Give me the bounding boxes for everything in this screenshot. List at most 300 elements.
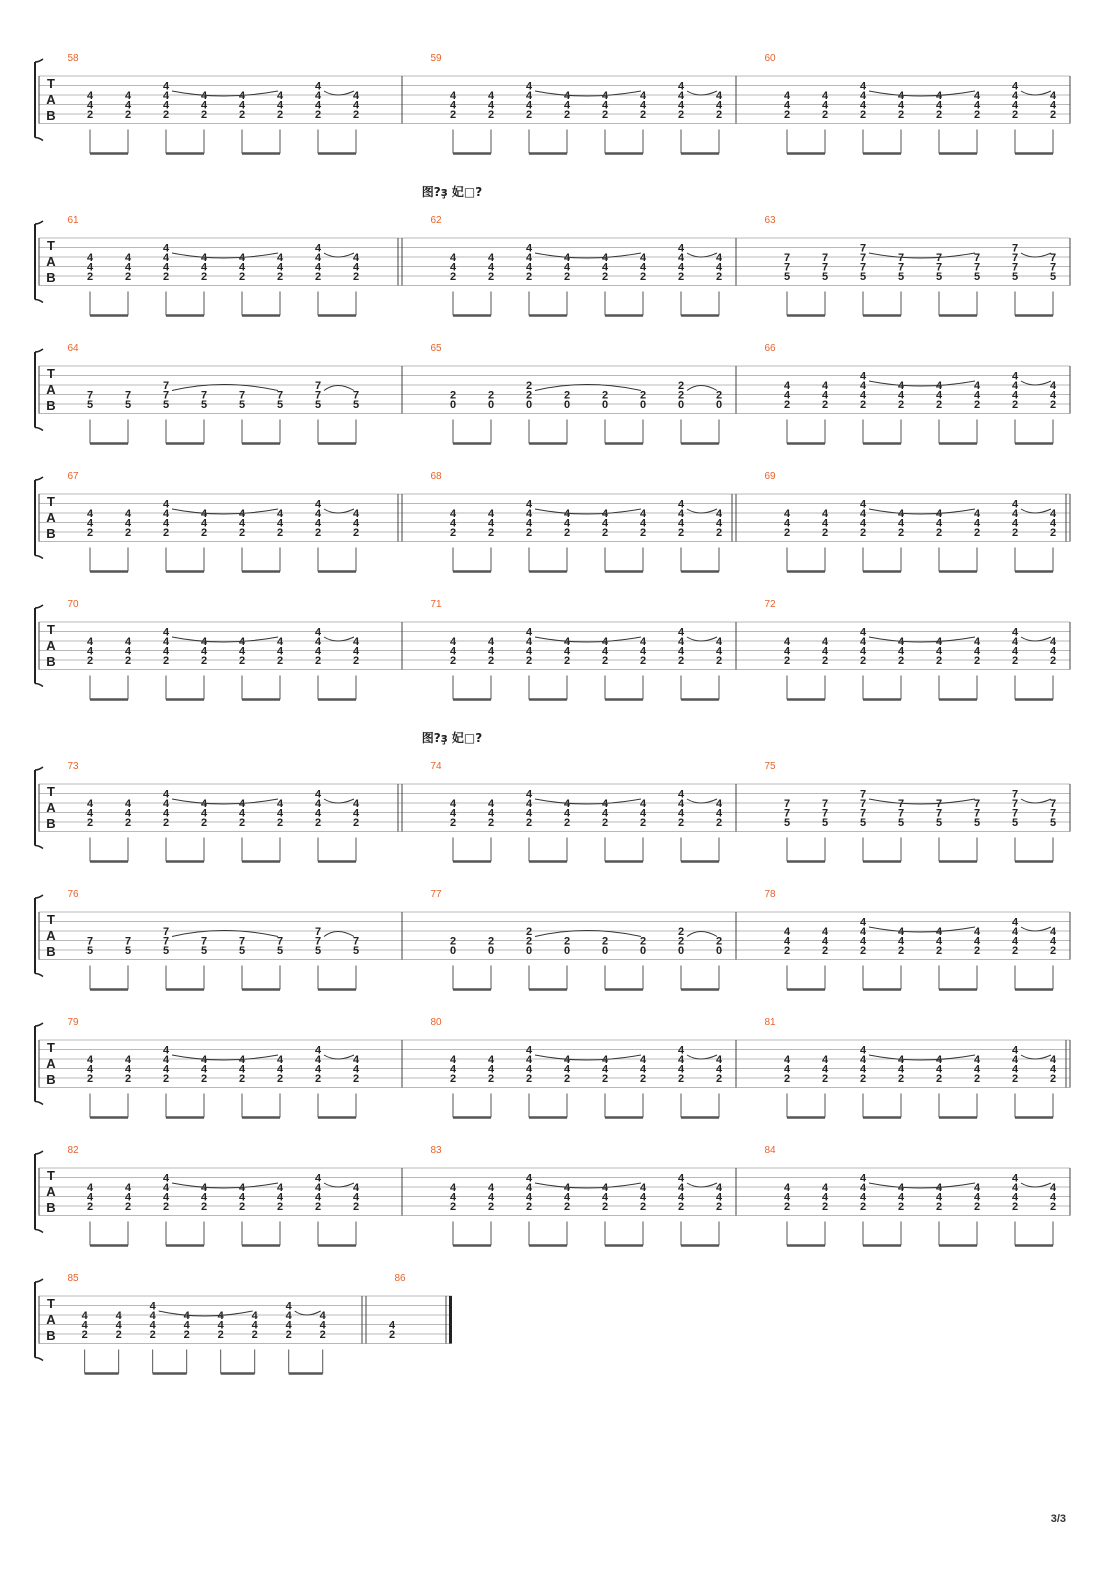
fret-number: 4 — [897, 389, 905, 402]
final-barline-thick — [449, 1296, 452, 1344]
fret-number: 7 — [973, 798, 981, 810]
fret-number: 4 — [859, 498, 867, 511]
tie-arc — [687, 637, 717, 641]
fret-number: 7 — [1011, 242, 1019, 255]
fret-number: 4 — [601, 261, 609, 274]
fret-number: 4 — [86, 90, 94, 102]
fret-number: 4 — [238, 798, 246, 810]
fret-number: 4 — [973, 1063, 981, 1076]
fret-number: 4 — [1049, 508, 1057, 520]
fret-number: 4 — [352, 807, 360, 820]
tab-clef-a: A — [46, 1056, 56, 1071]
fret-number: 2 — [162, 817, 170, 829]
fret-number: 0 — [677, 945, 685, 957]
fret-number: 0 — [639, 399, 647, 411]
measure-number: 79 — [67, 1017, 79, 1028]
fret-number: 2 — [200, 109, 208, 121]
tie-arc — [324, 637, 354, 641]
fret-number: 4 — [1011, 508, 1019, 520]
fret-number: 2 — [821, 945, 829, 957]
fret-number: 4 — [897, 90, 905, 102]
fret-number: 7 — [859, 242, 867, 255]
fret-number: 4 — [859, 1063, 867, 1076]
fret-number: 4 — [525, 1172, 533, 1185]
fret-number: 4 — [285, 1310, 292, 1322]
tab-clef-t: T — [47, 622, 55, 637]
fret-number: 4 — [897, 380, 905, 392]
fret-number: 4 — [487, 90, 495, 102]
fret-number: 2 — [124, 1201, 132, 1213]
fret-number: 5 — [276, 945, 284, 957]
tab-clef-t: T — [47, 238, 55, 253]
fret-number: 2 — [525, 1201, 533, 1213]
fret-number: 0 — [715, 945, 723, 957]
tab-clef-t: T — [47, 912, 55, 927]
fret-number: 4 — [162, 99, 170, 112]
fret-number: 2 — [821, 109, 829, 121]
fret-number: 2 — [601, 527, 609, 539]
tie-arc — [1021, 253, 1051, 257]
fret-number: 4 — [639, 645, 647, 658]
fret-number: 4 — [935, 1063, 943, 1076]
fret-number: 4 — [601, 645, 609, 658]
fret-number: 2 — [1049, 109, 1057, 121]
fret-number: 2 — [859, 527, 867, 539]
fret-number: 5 — [162, 399, 170, 411]
fret-number: 4 — [821, 935, 829, 948]
fret-number: 2 — [1011, 1201, 1019, 1213]
fret-number: 2 — [124, 271, 132, 283]
fret-number: 4 — [314, 252, 322, 264]
fret-number: 2 — [449, 527, 457, 539]
fret-number: 4 — [200, 1054, 208, 1066]
fret-number: 4 — [601, 1182, 609, 1194]
fret-number: 2 — [677, 271, 685, 283]
fret-number: 4 — [677, 252, 685, 264]
fret-number: 2 — [124, 655, 132, 667]
fret-number: 4 — [821, 389, 829, 402]
tie-arc — [1021, 381, 1051, 385]
fret-number: 4 — [1011, 645, 1019, 658]
fret-number: 4 — [449, 1182, 457, 1194]
tie-arc — [324, 509, 354, 513]
fret-number: 7 — [276, 389, 284, 402]
fret-number: 4 — [86, 636, 94, 648]
fret-number: 4 — [314, 508, 322, 520]
bracket-bottom-hook — [35, 974, 43, 977]
tab-clef-a: A — [46, 254, 56, 269]
fret-number: 4 — [677, 80, 685, 93]
bracket-top-hook — [35, 895, 43, 898]
measure-number: 64 — [67, 343, 79, 354]
fret-number: 4 — [276, 798, 284, 810]
fret-number: 4 — [783, 389, 791, 402]
fret-number: 4 — [115, 1319, 122, 1332]
fret-number: 4 — [86, 798, 94, 810]
fret-number: 4 — [821, 636, 829, 648]
fret-number: 2 — [935, 399, 943, 411]
fret-number: 2 — [149, 1329, 156, 1341]
fret-number: 7 — [973, 807, 981, 820]
fret-number: 4 — [314, 80, 322, 93]
fret-number: 4 — [449, 807, 457, 820]
fret-number: 4 — [715, 99, 723, 112]
fret-number: 4 — [314, 261, 322, 274]
tab-clef-b: B — [46, 1200, 56, 1215]
fret-number: 7 — [124, 935, 132, 948]
fret-number: 2 — [821, 1201, 829, 1213]
fret-number: 4 — [251, 1310, 258, 1322]
fret-number: 5 — [783, 271, 791, 283]
fret-number: 2 — [449, 935, 457, 948]
fret-number: 7 — [897, 798, 905, 810]
bracket-top-hook — [35, 767, 43, 770]
fret-number: 2 — [86, 271, 94, 283]
fret-number: 4 — [81, 1310, 88, 1322]
fret-number: 4 — [162, 517, 170, 530]
fret-number: 7 — [1049, 261, 1057, 274]
tab-clef-t: T — [47, 76, 55, 91]
tab-clef-t: T — [47, 784, 55, 799]
fret-number: 4 — [276, 261, 284, 274]
fret-number: 4 — [162, 636, 170, 648]
fret-number: 2 — [677, 655, 685, 667]
staff-system — [35, 1273, 452, 1374]
fret-number: 4 — [859, 80, 867, 93]
fret-number: 4 — [238, 1063, 246, 1076]
fret-number: 4 — [639, 517, 647, 530]
fret-number: 4 — [200, 1063, 208, 1076]
fret-number: 2 — [1049, 1073, 1057, 1085]
fret-number: 4 — [162, 1054, 170, 1066]
bracket-top-hook — [35, 349, 43, 352]
tie-arc — [687, 932, 717, 937]
fret-number: 0 — [677, 399, 685, 411]
fret-number: 2 — [86, 817, 94, 829]
fret-number: 2 — [86, 1073, 94, 1085]
fret-number: 2 — [487, 935, 495, 948]
fret-number: 2 — [897, 1201, 905, 1213]
fret-number: 4 — [639, 508, 647, 520]
fret-number: 4 — [677, 261, 685, 274]
fret-number: 7 — [238, 935, 246, 948]
fret-number: 4 — [783, 380, 791, 392]
fret-number: 7 — [162, 380, 170, 392]
fret-number: 2 — [677, 935, 685, 948]
systems-layer — [35, 53, 1070, 1374]
fret-number: 7 — [1011, 252, 1019, 264]
fret-number: 4 — [276, 1054, 284, 1066]
fret-number: 4 — [783, 1063, 791, 1076]
fret-number: 4 — [639, 252, 647, 264]
fret-number: 4 — [973, 1182, 981, 1194]
tie-arc — [1021, 927, 1051, 931]
fret-number: 4 — [715, 798, 723, 810]
measure-number: 69 — [764, 471, 776, 482]
fret-number: 4 — [1011, 636, 1019, 648]
tie-arc — [687, 1183, 717, 1187]
fret-number: 4 — [314, 798, 322, 810]
fret-number: 4 — [238, 508, 246, 520]
fret-number: 4 — [162, 645, 170, 658]
fret-number: 2 — [935, 945, 943, 957]
fret-number: 4 — [276, 1063, 284, 1076]
fret-number: 4 — [1049, 389, 1057, 402]
fret-number: 4 — [149, 1310, 156, 1322]
fret-number: 4 — [449, 1191, 457, 1204]
fret-number: 2 — [449, 1073, 457, 1085]
fret-number: 4 — [935, 90, 943, 102]
fret-number: 4 — [238, 517, 246, 530]
fret-number: 5 — [162, 945, 170, 957]
fret-number: 4 — [601, 1054, 609, 1066]
fret-number: 7 — [859, 252, 867, 264]
fret-number: 7 — [897, 807, 905, 820]
fret-number: 0 — [563, 399, 571, 411]
fret-number: 4 — [1049, 1182, 1057, 1194]
fret-number: 4 — [352, 645, 360, 658]
fret-number: 2 — [525, 527, 533, 539]
fret-number: 2 — [715, 527, 723, 539]
fret-number: 4 — [352, 1182, 360, 1194]
fret-number: 4 — [639, 798, 647, 810]
fret-number: 4 — [563, 1182, 571, 1194]
fret-number: 4 — [352, 261, 360, 274]
fret-number: 4 — [935, 1191, 943, 1204]
fret-number: 2 — [639, 655, 647, 667]
fret-number: 2 — [352, 1073, 360, 1085]
tab-clef-a: A — [46, 1312, 56, 1327]
fret-number: 2 — [973, 1201, 981, 1213]
fret-number: 2 — [639, 1201, 647, 1213]
page-number: 3/3 — [1050, 1513, 1066, 1525]
fret-number: 2 — [525, 926, 533, 938]
tie-arc — [1021, 91, 1051, 95]
section-label: 图?ҙ 妃□? — [421, 185, 483, 199]
fret-number: 5 — [238, 399, 246, 411]
fret-number: 2 — [238, 817, 246, 829]
measure-number: 65 — [430, 343, 442, 354]
fret-number: 5 — [935, 271, 943, 283]
fret-number: 2 — [715, 1073, 723, 1085]
measure-number: 85 — [67, 1273, 79, 1284]
fret-number: 7 — [86, 935, 94, 948]
fret-number: 4 — [859, 636, 867, 648]
fret-number: 7 — [859, 788, 867, 801]
fret-number: 2 — [677, 926, 685, 938]
tie-arc — [1021, 509, 1051, 513]
fret-number: 4 — [525, 90, 533, 102]
fret-number: 0 — [639, 945, 647, 957]
fret-number: 4 — [601, 636, 609, 648]
fret-number: 4 — [859, 1172, 867, 1185]
fret-number: 4 — [352, 636, 360, 648]
fret-number: 4 — [715, 1182, 723, 1194]
fret-number: 4 — [238, 1054, 246, 1066]
bracket-top-hook — [35, 477, 43, 480]
fret-number: 4 — [783, 636, 791, 648]
fret-number: 2 — [639, 389, 647, 402]
fret-number: 4 — [251, 1319, 258, 1332]
fret-number: 4 — [217, 1310, 224, 1322]
fret-number: 7 — [821, 261, 829, 274]
fret-number: 4 — [639, 261, 647, 274]
fret-number: 4 — [935, 99, 943, 112]
bracket-top-hook — [35, 1151, 43, 1154]
fret-number: 2 — [859, 109, 867, 121]
measure-number: 71 — [430, 599, 442, 610]
fret-number: 4 — [715, 1063, 723, 1076]
fret-number: 4 — [276, 636, 284, 648]
fret-number: 4 — [217, 1319, 224, 1332]
fret-number: 2 — [487, 389, 495, 402]
fret-number: 7 — [124, 389, 132, 402]
fret-number: 4 — [1011, 80, 1019, 93]
fret-number: 4 — [563, 99, 571, 112]
fret-number: 5 — [314, 945, 322, 957]
fret-number: 4 — [897, 1054, 905, 1066]
fret-number: 4 — [162, 1063, 170, 1076]
measure-number: 61 — [67, 215, 79, 226]
fret-number: 4 — [973, 517, 981, 530]
fret-number: 7 — [314, 380, 322, 392]
fret-number: 4 — [897, 926, 905, 938]
measure-number: 81 — [764, 1017, 776, 1028]
fret-number: 2 — [352, 1201, 360, 1213]
bracket-bottom-hook — [35, 684, 43, 687]
tab-clef-b: B — [46, 654, 56, 669]
fret-number: 4 — [86, 1182, 94, 1194]
fret-number: 4 — [285, 1300, 292, 1313]
measure-number: 76 — [67, 889, 79, 900]
fret-number: 4 — [1011, 370, 1019, 383]
fret-number: 2 — [124, 109, 132, 121]
fret-number: 2 — [525, 271, 533, 283]
fret-number: 4 — [1049, 1054, 1057, 1066]
fret-number: 4 — [276, 90, 284, 102]
fret-number: 4 — [897, 99, 905, 112]
fret-number: 4 — [124, 645, 132, 658]
fret-number: 4 — [639, 1182, 647, 1194]
fret-number: 5 — [821, 817, 829, 829]
fret-number: 2 — [973, 399, 981, 411]
fret-number: 4 — [677, 645, 685, 658]
fret-number: 2 — [1049, 399, 1057, 411]
section-label: 图?ҙ 妃□? — [421, 731, 483, 745]
fret-number: 4 — [1011, 1054, 1019, 1066]
fret-number: 4 — [677, 1172, 685, 1185]
fret-number: 4 — [859, 626, 867, 639]
fret-number: 7 — [935, 252, 943, 264]
staff-system — [35, 343, 1070, 444]
fret-number: 4 — [821, 1182, 829, 1194]
fret-number: 2 — [601, 271, 609, 283]
fret-number: 4 — [935, 636, 943, 648]
tab-clef-a: A — [46, 1184, 56, 1199]
fret-number: 2 — [563, 655, 571, 667]
fret-number: 2 — [86, 109, 94, 121]
fret-number: 4 — [639, 1054, 647, 1066]
fret-number: 2 — [677, 1201, 685, 1213]
fret-number: 7 — [821, 252, 829, 264]
fret-number: 4 — [821, 517, 829, 530]
fret-number: 4 — [200, 807, 208, 820]
fret-number: 4 — [859, 508, 867, 520]
fret-number: 4 — [1049, 99, 1057, 112]
fret-number: 4 — [238, 1191, 246, 1204]
fret-number: 4 — [200, 1191, 208, 1204]
fret-number: 2 — [276, 1073, 284, 1085]
fret-number: 4 — [783, 90, 791, 102]
fret-number: 4 — [897, 1182, 905, 1194]
fret-number: 4 — [973, 90, 981, 102]
fret-number: 5 — [352, 399, 360, 411]
fret-number: 4 — [162, 80, 170, 93]
fret-number: 4 — [677, 242, 685, 255]
fret-number: 4 — [563, 90, 571, 102]
fret-number: 0 — [487, 399, 495, 411]
fret-number: 4 — [162, 1182, 170, 1194]
bracket-bottom-hook — [35, 1230, 43, 1233]
fret-number: 4 — [124, 1191, 132, 1204]
fret-number: 2 — [715, 817, 723, 829]
fret-number: 4 — [487, 807, 495, 820]
fret-number: 4 — [124, 807, 132, 820]
fret-number: 2 — [525, 1073, 533, 1085]
fret-number: 2 — [388, 1329, 396, 1341]
fret-number: 4 — [487, 1191, 495, 1204]
tie-arc — [687, 253, 717, 257]
fret-number: 4 — [1049, 926, 1057, 938]
fret-number: 4 — [1049, 645, 1057, 658]
fret-number: 4 — [314, 517, 322, 530]
fret-number: 4 — [821, 508, 829, 520]
fret-number: 4 — [86, 508, 94, 520]
fret-number: 2 — [314, 1073, 322, 1085]
fret-number: 7 — [238, 389, 246, 402]
fret-number: 2 — [352, 817, 360, 829]
fret-number: 4 — [162, 242, 170, 255]
fret-number: 4 — [352, 90, 360, 102]
fret-number: 4 — [162, 261, 170, 274]
fret-number: 2 — [677, 109, 685, 121]
fret-number: 2 — [183, 1329, 190, 1341]
fret-number: 2 — [200, 527, 208, 539]
measure-number: 75 — [764, 761, 776, 772]
fret-number: 2 — [525, 109, 533, 121]
fret-number: 4 — [677, 788, 685, 801]
fret-number: 4 — [783, 517, 791, 530]
fret-number: 2 — [86, 527, 94, 539]
fret-number: 7 — [859, 807, 867, 820]
fret-number: 4 — [487, 517, 495, 530]
fret-number: 4 — [677, 1044, 685, 1057]
fret-number: 2 — [1011, 527, 1019, 539]
fret-number: 4 — [783, 645, 791, 658]
fret-number: 2 — [821, 1073, 829, 1085]
measure-number: 73 — [67, 761, 79, 772]
fret-number: 4 — [639, 1191, 647, 1204]
tab-clef-a: A — [46, 382, 56, 397]
fret-number: 4 — [200, 636, 208, 648]
fret-number: 5 — [86, 399, 94, 411]
fret-number: 2 — [162, 1073, 170, 1085]
fret-number: 2 — [973, 945, 981, 957]
tie-arc — [324, 253, 354, 257]
fret-number: 4 — [86, 807, 94, 820]
fret-number: 2 — [897, 109, 905, 121]
fret-number: 4 — [859, 389, 867, 402]
